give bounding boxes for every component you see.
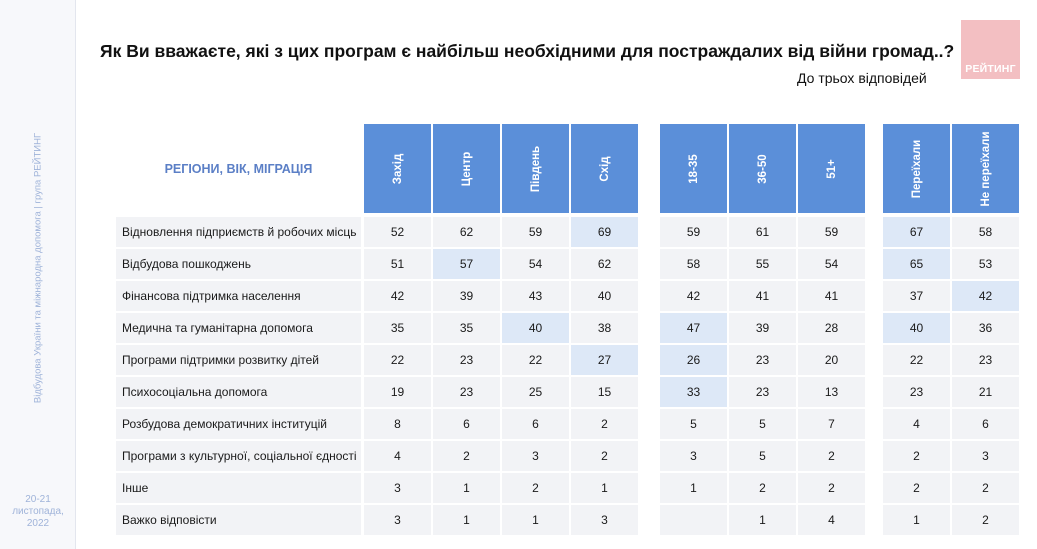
table-cell: 36 (952, 313, 1019, 343)
sidebar-date (0, 494, 76, 530)
table-cell: 38 (571, 313, 638, 343)
table-cell: 59 (798, 217, 865, 247)
table-cell: 8 (364, 409, 431, 439)
table-cell: 5 (729, 441, 796, 471)
row-label: Фінансова підтримка населення (116, 281, 361, 311)
table-cell: 21 (952, 377, 1019, 407)
table-cell: 3 (364, 505, 431, 535)
row-label: Розбудова демократичних інституцій (116, 409, 361, 439)
row-label: Програми з культурної, соціальної єдності (116, 441, 361, 471)
table-cell (660, 505, 727, 535)
column-header (729, 124, 796, 213)
column-header-label: 18-35 (687, 153, 700, 184)
table-cell: 2 (798, 473, 865, 503)
table-heading: РЕГІОНИ, ВІК, МІГРАЦІЯ (164, 162, 313, 176)
table-cell: 2 (729, 473, 796, 503)
table-cell: 42 (952, 281, 1019, 311)
table-cell: 40 (502, 313, 569, 343)
column-header-label: Переїхали (910, 139, 923, 198)
table-cell: 35 (433, 313, 500, 343)
table-cell: 22 (502, 345, 569, 375)
logo-text: РЕЙТИНГ (965, 63, 1016, 75)
table-cell: 2 (798, 441, 865, 471)
column-header (364, 124, 431, 213)
row-label: Важко відповісти (116, 505, 361, 535)
table-cell: 2 (571, 409, 638, 439)
table-cell: 3 (502, 441, 569, 471)
table-cell: 62 (571, 249, 638, 279)
table-cell: 19 (364, 377, 431, 407)
column-header-label: Центр (460, 151, 473, 186)
date-line-1: 20-21 (25, 494, 51, 505)
date-line-3: 2022 (26, 518, 50, 529)
table-cell: 42 (364, 281, 431, 311)
table-cell: 67 (883, 217, 950, 247)
table-cell: 41 (798, 281, 865, 311)
table-cell: 43 (502, 281, 569, 311)
table-cell: 3 (364, 473, 431, 503)
table-cell: 57 (433, 249, 500, 279)
table-cell: 39 (433, 281, 500, 311)
column-header (502, 124, 569, 213)
table-cell: 15 (571, 377, 638, 407)
page-subtitle: До трьох відповідей (797, 70, 927, 86)
column-header-label: 36-50 (756, 153, 769, 184)
table-cell: 2 (883, 473, 950, 503)
column-header (798, 124, 865, 213)
table-cell: 2 (433, 441, 500, 471)
table-cell: 4 (883, 409, 950, 439)
table-cell: 23 (883, 377, 950, 407)
table-cell: 23 (729, 345, 796, 375)
table-cell: 62 (433, 217, 500, 247)
table-cell: 37 (883, 281, 950, 311)
table-cell: 7 (798, 409, 865, 439)
table-cell: 23 (433, 377, 500, 407)
table-cell: 55 (729, 249, 796, 279)
table-cell: 1 (571, 473, 638, 503)
table-cell: 35 (364, 313, 431, 343)
row-label: Програми підтримки розвитку дітей (116, 345, 361, 375)
sidebar-vertical-text: Відбудова України та міжнародна допомога | група РЕЙТИНГ (32, 132, 44, 404)
table-cell: 23 (729, 377, 796, 407)
table-cell: 28 (798, 313, 865, 343)
table-cell: 59 (660, 217, 727, 247)
column-header (883, 124, 950, 213)
column-header-label: Не переїхали (979, 130, 992, 207)
row-label: Психосоціальна допомога (116, 377, 361, 407)
table-cell: 22 (883, 345, 950, 375)
table-cell: 69 (571, 217, 638, 247)
table-cell: 2 (571, 441, 638, 471)
table-cell: 58 (952, 217, 1019, 247)
row-label: Відбудова пошкоджень (116, 249, 361, 279)
table-cell: 51 (364, 249, 431, 279)
table-cell: 42 (660, 281, 727, 311)
table-cell: 27 (571, 345, 638, 375)
table-cell: 2 (952, 473, 1019, 503)
date-line-2: листопада, (12, 506, 64, 517)
table-cell: 2 (952, 505, 1019, 535)
table-cell: 3 (660, 441, 727, 471)
table-cell: 47 (660, 313, 727, 343)
table-cell: 20 (798, 345, 865, 375)
table-cell: 53 (952, 249, 1019, 279)
table-cell: 6 (433, 409, 500, 439)
table-cell: 22 (364, 345, 431, 375)
column-header (952, 124, 1019, 213)
table-cell: 13 (798, 377, 865, 407)
table-cell: 41 (729, 281, 796, 311)
table-cell: 52 (364, 217, 431, 247)
table-cell: 6 (502, 409, 569, 439)
table-cell: 5 (729, 409, 796, 439)
table-cell: 1 (883, 505, 950, 535)
table-cell: 25 (502, 377, 569, 407)
table-cell: 39 (729, 313, 796, 343)
table-cell: 4 (364, 441, 431, 471)
table-cell: 3 (952, 441, 1019, 471)
sidebar (0, 0, 76, 549)
table-cell: 61 (729, 217, 796, 247)
table-cell: 6 (952, 409, 1019, 439)
column-header-label: 51+ (825, 158, 838, 179)
table-cell: 26 (660, 345, 727, 375)
table-cell: 5 (660, 409, 727, 439)
column-header (433, 124, 500, 213)
row-label: Відновлення підприємств й робочих місць (116, 217, 361, 247)
table-cell: 54 (502, 249, 569, 279)
column-header-label: Схід (598, 155, 611, 182)
column-header-label: Південь (529, 145, 542, 192)
row-label: Медична та гуманітарна допомога (116, 313, 361, 343)
table-cell: 1 (433, 505, 500, 535)
table-cell: 23 (433, 345, 500, 375)
table-cell: 3 (571, 505, 638, 535)
table-cell: 23 (952, 345, 1019, 375)
table-cell: 1 (433, 473, 500, 503)
table-cell: 59 (502, 217, 569, 247)
table-cell: 33 (660, 377, 727, 407)
table-cell: 4 (798, 505, 865, 535)
rating-logo (961, 20, 1020, 79)
table-cell: 65 (883, 249, 950, 279)
row-label: Інше (116, 473, 361, 503)
table-cell: 40 (883, 313, 950, 343)
table-cell: 40 (571, 281, 638, 311)
column-header (571, 124, 638, 213)
table-cell: 1 (660, 473, 727, 503)
table-cell: 1 (502, 505, 569, 535)
table-cell: 2 (502, 473, 569, 503)
column-header (660, 124, 727, 213)
page-title: Як Ви вважаєте, які з цих програм є найбільш необхідними для постраждалих від війни громад..? (100, 41, 955, 61)
table-cell: 58 (660, 249, 727, 279)
column-header-label: Захід (391, 153, 404, 184)
table-cell: 2 (883, 441, 950, 471)
table-cell: 1 (729, 505, 796, 535)
table-cell: 54 (798, 249, 865, 279)
